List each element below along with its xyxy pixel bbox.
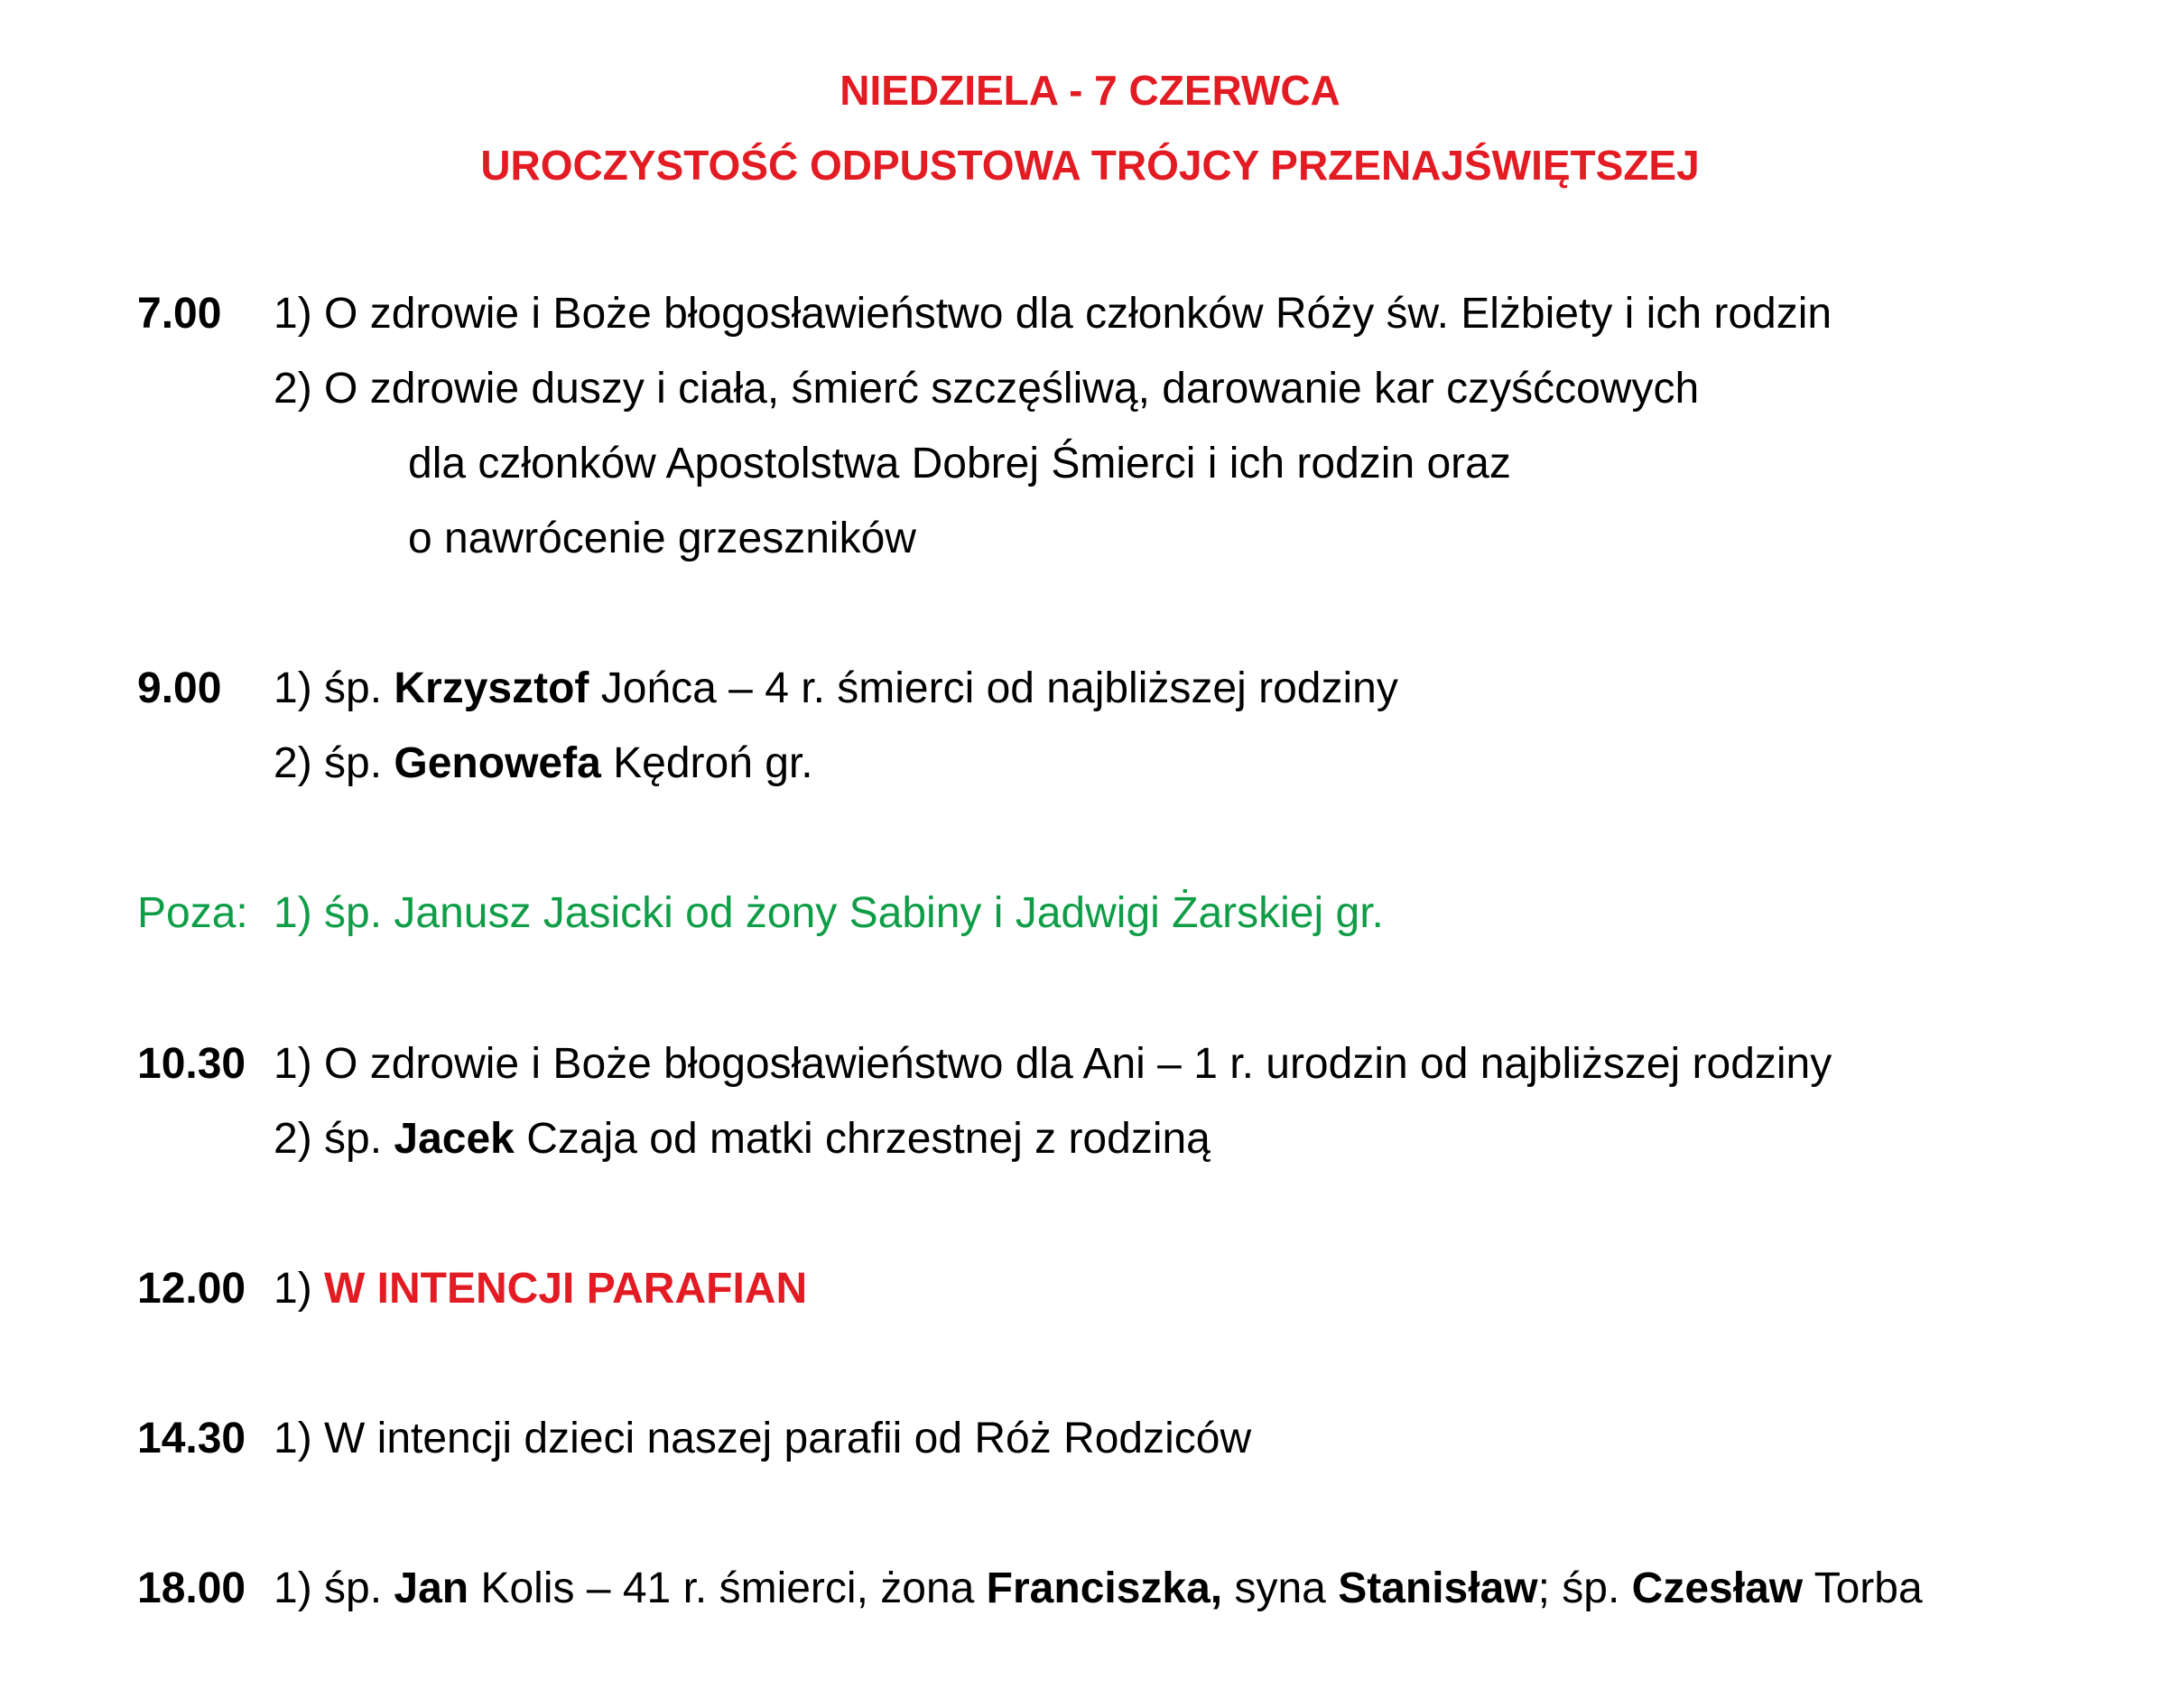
intention-text: 1) O zdrowie i Boże błogosławieństwo dla Ani – 1 r. urodzin od najbliższej rodziny (274, 1040, 1832, 1088)
intention-text: 1) śp. Janusz Jasicki od żony Sabiny i Jadwigi Żarskiej gr. (274, 889, 1384, 937)
intention-text: 1) (274, 1265, 325, 1313)
mass-time: 9.00 (137, 664, 222, 712)
mass-time: 12.00 (137, 1265, 246, 1313)
deceased-name: Jan (394, 1564, 469, 1612)
intention-line (274, 662, 1398, 716)
deceased-name: Krzysztof (394, 664, 589, 712)
intention-line (274, 287, 1832, 341)
intention-line (274, 1262, 807, 1316)
deceased-name: Franciszka, (986, 1564, 1223, 1612)
intention-text: Kolis – 41 r. śmierci, żona (468, 1564, 987, 1612)
deceased-name: Czesław (1631, 1564, 1804, 1612)
mass-time: 14.30 (137, 1415, 246, 1462)
intention-line (274, 1037, 1832, 1091)
intention-text: 2) śp. (274, 739, 394, 787)
intention-text: 1) W intencji dzieci naszej parafii od Róż Rodziców (274, 1415, 1252, 1462)
intention-text: 1) śp. (274, 1564, 394, 1612)
parish-intention-highlight: W INTENCJI PARAFIAN (324, 1265, 808, 1313)
intention-text: o nawrócenie grzeszników (408, 515, 916, 562)
mass-time: 10.30 (137, 1040, 246, 1088)
intention-line (274, 1112, 1211, 1166)
header-feast-title: UROCZYSTOŚĆ ODPUSTOWA TRÓJCY PRZENAJŚWIĘTSZEJ (480, 142, 1700, 189)
mass-time: 7.00 (137, 290, 222, 338)
poza-label: Poza: (137, 889, 248, 937)
intention-text: 1) O zdrowie i Boże błogosławieństwo dla członków Róży św. Elżbiety i ich rodzin (274, 290, 1832, 338)
intention-text: 1) śp. (274, 664, 394, 712)
header-date: NIEDZIELA - 7 CZERWCA (840, 67, 1340, 114)
deceased-name: Genowefa (394, 739, 601, 787)
intention-text: 2) O zdrowie duszy i ciała, śmierć szczęśliwą, darowanie kar czyśćcowych (274, 365, 1700, 413)
intention-text: Jońca – 4 r. śmierci od najbliższej rodziny (589, 664, 1398, 712)
intention-line (274, 1412, 1251, 1466)
intention-text: Czaja od matki chrzestnej z rodziną (514, 1115, 1211, 1163)
mass-time: 18.00 (137, 1564, 246, 1612)
intention-line (274, 886, 1384, 941)
intention-line-continuation (408, 437, 1511, 491)
intention-line (274, 737, 813, 791)
intention-text: dla członków Apostolstwa Dobrej Śmierci i ich rodzin oraz (408, 440, 1511, 487)
deceased-name: Jacek (394, 1115, 515, 1163)
intention-line (274, 362, 1699, 416)
intention-text: Torba (1803, 1564, 1923, 1612)
deceased-name: Stanisław (1338, 1564, 1538, 1612)
intention-text: Kędroń gr. (600, 739, 813, 787)
intention-text: syna (1222, 1564, 1339, 1612)
intention-text: 2) śp. (274, 1115, 394, 1163)
intention-line (274, 1562, 1923, 1616)
intention-line-continuation (408, 512, 916, 566)
intention-text: ; śp. (1537, 1564, 1632, 1612)
